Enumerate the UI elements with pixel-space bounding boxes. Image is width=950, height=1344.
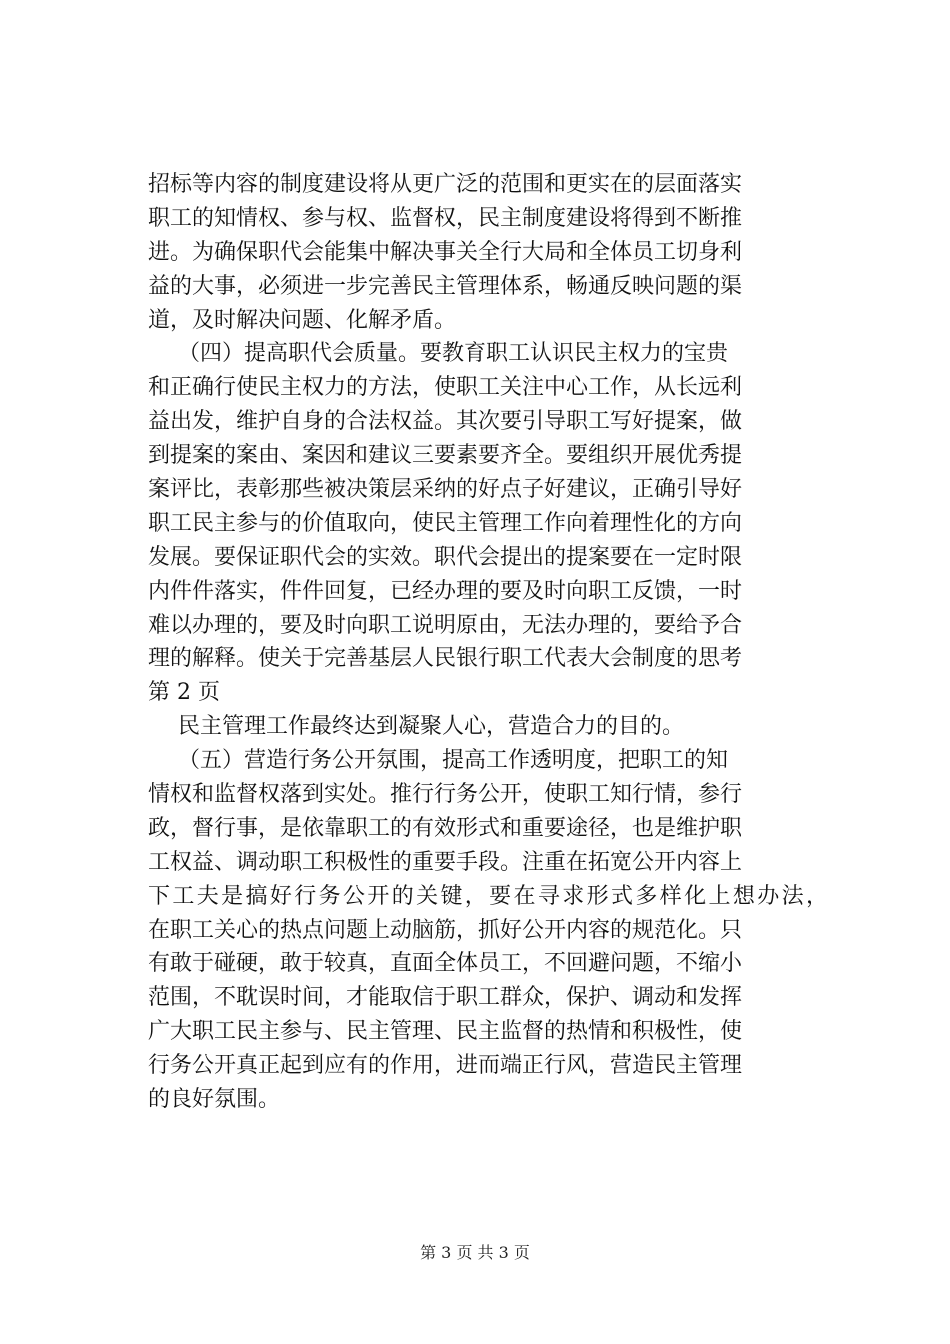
text-line: 的良好氛围。 [148, 1087, 281, 1113]
text-line: 到提案的案由、案因和建议三要素要齐全。要组织开展优秀提 [148, 443, 743, 469]
text-line: 难以办理的，要及时向职工说明原由，无法办理的，要给予合 [148, 612, 743, 638]
text-line: 行务公开真正起到应有的作用，进而端正行风，营造民主管理 [148, 1053, 743, 1079]
text-line: 进。为确保职代会能集中解决事关全行大局和全体员工切身利 [148, 239, 743, 265]
text-line: 有敢于碰硬，敢于较真，直面全体员工，不回避问题，不缩小 [148, 951, 743, 977]
text-line: 理的解释。使关于完善基层人民银行职工代表大会制度的思考 [148, 646, 743, 672]
text-line: 范围，不耽误时间，才能取信于职工群众，保护、调动和发挥 [148, 985, 743, 1011]
text-line: 益出发，维护自身的合法权益。其次要引导职工写好提案，做 [148, 409, 743, 435]
text-line: 政，督行事，是依靠职工的有效形式和重要途径，也是维护职 [148, 815, 743, 841]
text-line: 职工的知情权、参与权、监督权，民主制度建设将得到不断推 [148, 205, 743, 231]
text-line: 招标等内容的制度建设将从更广泛的范围和更实在的层面落实 [148, 172, 743, 197]
text-line: 和正确行使民主权力的方法，使职工关注中心工作，从长远利 [148, 375, 743, 401]
text-line: 发展。要保证职代会的实效。职代会提出的提案要在一定时限 [148, 544, 743, 570]
text-line: 下工夫是搞好行务公开的关键，要在寻求形式多样化上想办法， [148, 883, 831, 909]
inline-page-marker: 第 2 页 [148, 680, 220, 706]
text-line: 工权益、调动职工积极性的重要手段。注重在拓宽公开内容上 [148, 849, 743, 875]
paragraph-start-line: （五）营造行务公开氛围，提高工作透明度，把职工的知 [178, 748, 729, 774]
page-number-footer: 第 3 页 共 3 页 [420, 1243, 530, 1262]
text-line: 广大职工民主参与、民主管理、民主监督的热情和积极性，使 [148, 1019, 743, 1045]
paragraph-start-line: 民主管理工作最终达到凝聚人心，营造合力的目的。 [178, 714, 685, 740]
text-line: 案评比，表彰那些被决策层采纳的好点子好建议，正确引导好 [148, 477, 743, 503]
body-text [148, 168, 831, 1117]
text-line: 在职工关心的热点问题上动脑筋，抓好公开内容的规范化。只 [148, 917, 743, 943]
text-line: 情权和监督权落到实处。推行行务公开，使职工知行情，参行 [148, 782, 743, 808]
text-line: 道，及时解决问题、化解矛盾。 [148, 307, 457, 333]
text-line: 益的大事，必须进一步完善民主管理体系，畅通反映问题的渠 [148, 273, 743, 299]
text-line: 内件件落实，件件回复，已经办理的要及时向职工反馈，一时 [148, 578, 743, 604]
paragraph-start-line: （四）提高职代会质量。要教育职工认识民主权力的宝贵 [178, 341, 729, 367]
text-line: 职工民主参与的价值取向，使民主管理工作向着理性化的方向 [148, 510, 743, 536]
